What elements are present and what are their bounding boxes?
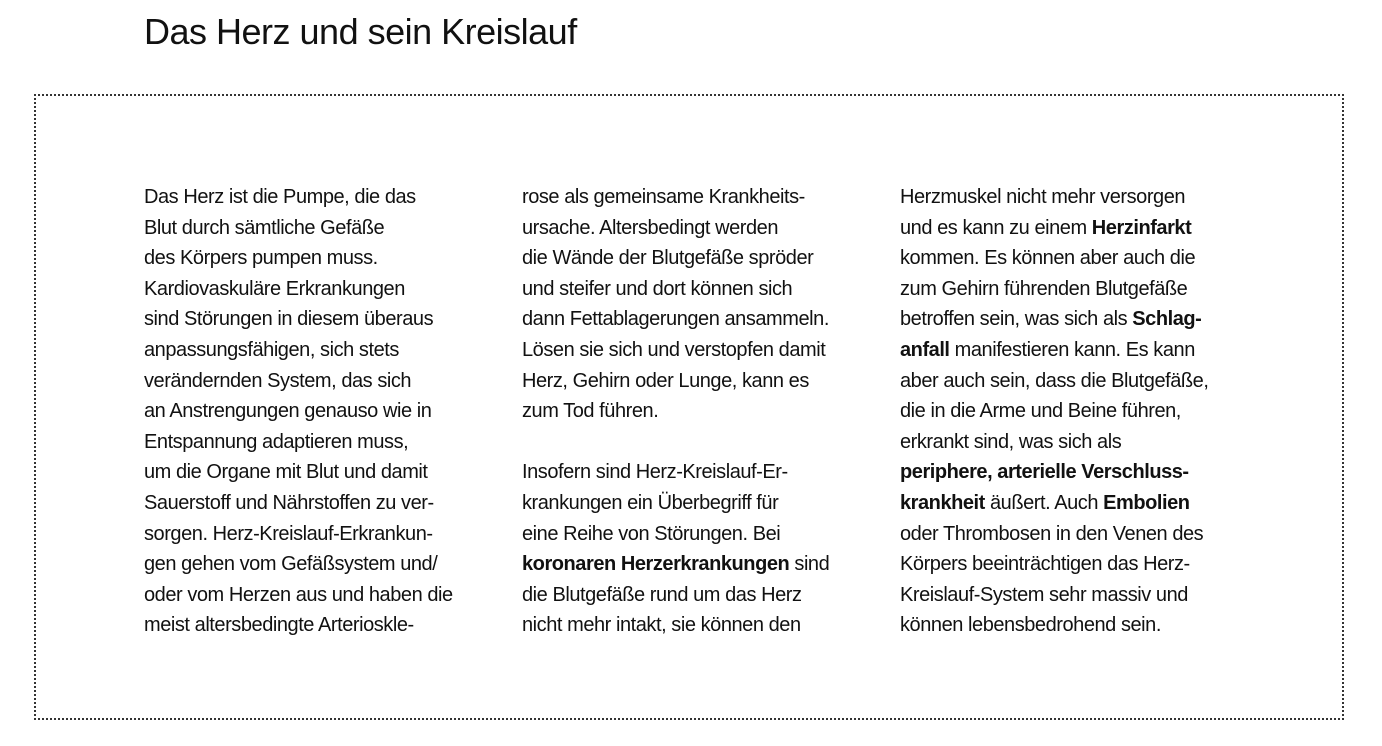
bold-term: Schlag-: [1132, 308, 1202, 331]
text-line: erkrankt sind, was sich als: [900, 430, 1122, 453]
text-line: Sauerstoff und Nährstoffen zu ver-: [144, 491, 434, 514]
bold-term: Embolien: [1103, 491, 1190, 514]
text-line: die Wände der Blutgefäße spröder: [522, 247, 814, 270]
bold-term: krankheit: [900, 491, 985, 514]
text-line: und steifer und dort können sich: [522, 277, 793, 300]
text-line: krankungen ein Überbegriff für: [522, 491, 779, 514]
text-line: Herz, Gehirn oder Lunge, kann es: [522, 369, 809, 392]
text-line: Kardiovaskuläre Erkrankungen: [144, 277, 405, 300]
text-line: an Anstrengungen genauso wie in: [144, 400, 432, 423]
text-line: betroffen sein, was sich als Schlag-: [900, 308, 1202, 331]
text-line: sorgen. Herz-Kreislauf-Erkrankun-: [144, 522, 433, 545]
text-line: aber auch sein, dass die Blutgefäße,: [900, 369, 1209, 392]
bold-term: anfall: [900, 338, 950, 361]
text-line: anfall manifestieren kann. Es kann: [900, 338, 1195, 361]
bold-term: periphere, arterielle Verschluss-: [900, 461, 1189, 484]
text-column-1: [144, 182, 453, 641]
text-line: des Körpers pumpen muss.: [144, 247, 378, 270]
text-line: meist altersbedingte Arterioskle-: [144, 614, 414, 637]
bold-term: Herzinfarkt: [1091, 216, 1192, 239]
text-line: eine Reihe von Störungen. Bei: [522, 522, 781, 545]
text-line: und es kann zu einem Herzinfarkt: [900, 216, 1192, 239]
paragraph-gap: [522, 427, 829, 458]
text-line: kommen. Es können aber auch die: [900, 247, 1196, 270]
text-line: können lebensbedrohend sein.: [900, 614, 1161, 637]
text-line: [900, 457, 1208, 488]
text-line: zum Tod führen.: [522, 400, 659, 423]
text-line: Entspannung adaptieren muss,: [144, 430, 409, 453]
text-line: die Blutgefäße rund um das Herz: [522, 583, 802, 606]
text-line: zum Gehirn führenden Blutgefäße: [900, 277, 1188, 300]
text-line: gen gehen vom Gefäßsystem und/: [144, 553, 438, 576]
text-line: Herzmuskel nicht mehr versorgen: [900, 186, 1186, 208]
text-line: dann Fettablagerungen ansammeln.: [522, 308, 829, 331]
text-line: sind Störungen in diesem überaus: [144, 308, 434, 331]
text-line: anpassungsfähigen, sich stets: [144, 338, 399, 361]
page-title: Das Herz und sein Kreislauf: [144, 11, 577, 52]
text-line: Kreislauf-System sehr massiv und: [900, 583, 1188, 606]
text-line: Das Herz ist die Pumpe, die das: [144, 186, 416, 208]
text-line: Lösen sie sich und verstopfen damit: [522, 338, 826, 361]
text-column-2: [522, 182, 829, 641]
text-line: nicht mehr intakt, sie können den: [522, 614, 801, 637]
bold-term: koronaren Herzerkrankungen: [522, 553, 790, 576]
text-line: krankheit äußert. Auch Embolien: [900, 491, 1190, 514]
text-line: die in die Arme und Beine führen,: [900, 400, 1181, 423]
text-line: Insofern sind Herz-Kreislauf-Er-: [522, 461, 788, 484]
text-line: rose als gemeinsame Krankheits-: [522, 186, 805, 208]
text-column-3: [900, 182, 1208, 641]
text-line: Körpers beeinträchtigen das Herz-: [900, 553, 1190, 576]
text-line: koronaren Herzerkrankungen sind: [522, 553, 830, 576]
text-line: verändernden System, das sich: [144, 369, 412, 392]
text-line: Blut durch sämtliche Gefäße: [144, 216, 385, 239]
text-line: oder Thrombosen in den Venen des: [900, 522, 1204, 545]
text-line: ursache. Altersbedingt werden: [522, 216, 779, 239]
text-line: oder vom Herzen aus und haben die: [144, 583, 453, 606]
text-line: um die Organe mit Blut und damit: [144, 461, 428, 484]
